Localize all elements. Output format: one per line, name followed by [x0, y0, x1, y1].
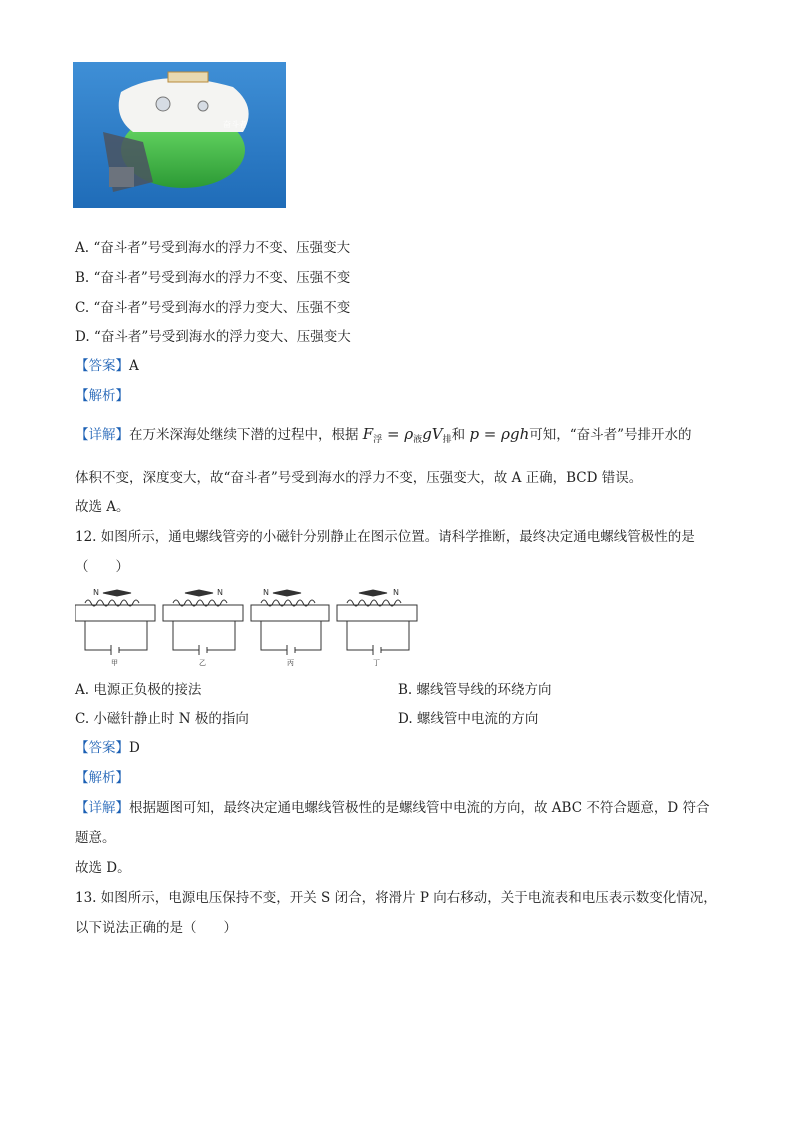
- solenoid-yi: [163, 590, 243, 655]
- detail-pre: 在万米深海处继续下潜的过程中，根据: [129, 427, 359, 443]
- q13-stem-line1: 13. 如图所示，电源电压保持不变，开关 S 闭合，将滑片 P 向右移动，关于电流表和电压表示数变化情况，: [75, 890, 717, 906]
- q13-stem-line2: 以下说法正确的是（ ）: [75, 920, 237, 936]
- q11-option-a: A. “奋斗者”号受到海水的浮力不变、压强变大: [75, 240, 351, 256]
- q11-option-c: C. “奋斗者”号受到海水的浮力变大、压强不变: [75, 300, 351, 316]
- q12-option-d: D. 螺线管中电流的方向: [398, 711, 539, 727]
- svg-text:N: N: [93, 588, 99, 597]
- q11-detail-line1: [75, 424, 692, 450]
- q11-option-b: B. “奋斗者”号受到海水的浮力不变、压强不变: [75, 270, 351, 286]
- submersible-photo: [73, 62, 286, 208]
- solenoid-jia: [75, 590, 155, 655]
- answer-value: A: [129, 358, 139, 374]
- q12-answer: [75, 738, 140, 758]
- svg-text:N: N: [217, 588, 223, 597]
- label-ding: 丁: [373, 659, 380, 667]
- q12-detail-line1: [75, 798, 709, 818]
- detail-text: 根据题图可知，最终决定通电螺线管极性的是螺线管中电流的方向，故 ABC 不符合题意，D 符合: [129, 800, 710, 816]
- solenoid-ding: [337, 590, 417, 655]
- q12-stem-line2: （ ）: [75, 559, 129, 575]
- svg-text:N: N: [263, 588, 269, 597]
- label-jia: 甲: [111, 659, 118, 667]
- label-bing: 丙: [287, 659, 294, 667]
- detail-tag: 【详解】: [75, 800, 129, 816]
- buoyancy-formula: $F_浮 = \rho_液gV_排$: [362, 425, 452, 445]
- q11-answer: [75, 356, 139, 376]
- q11-option-d: D. “奋斗者”号受到海水的浮力变大、压强变大: [75, 329, 351, 345]
- answer-tag: 【答案】: [75, 740, 129, 756]
- detail-post: 可知，“奋斗者”号排开水的: [529, 427, 692, 443]
- detail-tag: 【详解】: [75, 427, 129, 443]
- solenoid-bing: [251, 590, 329, 655]
- pressure-formula: p = ρgh: [469, 425, 530, 443]
- label-yi: 乙: [199, 659, 206, 667]
- q12-option-a: A. 电源正负极的接法: [75, 682, 202, 698]
- q12-option-c: C. 小磁针静止时 N 极的指向: [75, 711, 249, 727]
- q12-analysis-tag: 【解析】: [75, 770, 129, 786]
- q11-choose: 故选 A。: [75, 499, 130, 515]
- answer-value: D: [129, 740, 140, 756]
- q12-detail-line2: 题意。: [75, 830, 116, 846]
- formula-and: 和: [451, 427, 466, 443]
- svg-text:N: N: [393, 588, 399, 597]
- q11-detail-line2: 体积不变，深度变大，故“奋斗者”号受到海水的浮力不变，压强变大，故 A 正确，BCD 错误。: [75, 470, 643, 486]
- solenoid-figure: [75, 585, 420, 670]
- q12-choose: 故选 D。: [75, 860, 131, 876]
- q12-stem-line1: 12. 如图所示，通电螺线管旁的小磁针分别静止在图示位置。请科学推断，最终决定通电螺线管极性的是: [75, 529, 695, 545]
- q12-option-b: B. 螺线管导线的环绕方向: [398, 682, 552, 698]
- svg-text:奋斗者: 奋斗者: [223, 120, 247, 129]
- q11-analysis-tag: 【解析】: [75, 388, 129, 404]
- answer-tag: 【答案】: [75, 358, 129, 374]
